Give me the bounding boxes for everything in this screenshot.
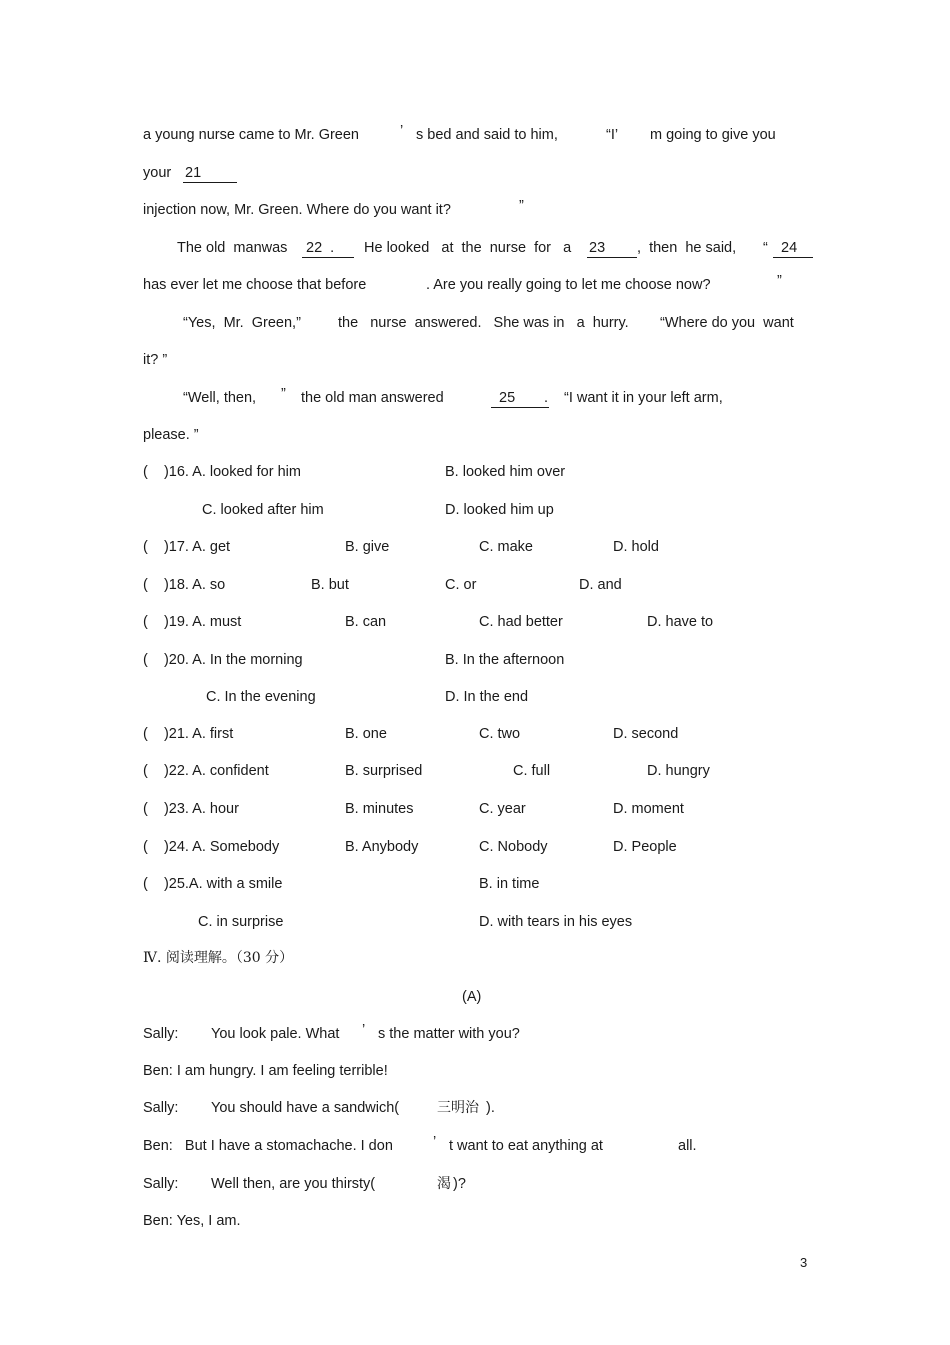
question-16: ( )16. A. looked for him [143,464,301,480]
option-25d: D. with tears in his eyes [479,914,633,930]
option-20d: D. In the end [445,689,529,705]
option-23b: B. minutes [345,801,414,817]
dialogue-apostrophe: ’ [433,1134,437,1150]
passage-line-2: your [143,165,172,181]
option-21d: D. second [613,726,679,742]
option-23d: D. moment [613,801,684,817]
dialogue-apostrophe: ’ [362,1022,366,1038]
option-20c: C. In the evening [206,689,316,705]
dialogue-line-6: Ben: Yes, I am. [143,1213,241,1229]
dialogue-line-4a: Ben: But I have a stomachache. I don [143,1138,393,1154]
dialogue-line-3c: ). [486,1100,495,1116]
question-23: ( )23. A. hour [143,801,239,817]
passage-line-3: injection now, Mr. Green. Where do you want it? [143,202,451,218]
option-19b: B. can [345,614,387,630]
option-17d: D. hold [613,539,659,555]
passage-line-1a: a young nurse came to Mr. Green [143,127,359,143]
passage-quote-open: “I’ [606,127,619,143]
option-17b: B. give [345,539,390,555]
blank-24: 24 [773,239,813,258]
option-18d: D. and [579,577,622,593]
option-17c: C. make [479,539,533,555]
page-number: 3 [800,1255,808,1270]
passage-quote-close-3: ” [281,386,286,402]
passage-line-1c: s bed and said to him, [416,127,558,143]
section-heading: Ⅳ. 阅读理解。（30 分） [143,950,294,966]
option-22b: B. surprised [345,763,423,779]
blank-25: 25 [491,389,549,408]
dialogue-gloss-sandwich: 三明治 [437,1100,479,1116]
blank-23: 23 [587,239,637,258]
option-25b: B. in time [479,876,540,892]
passage-line-8a: “Well, then, [183,390,257,406]
question-18: ( )18. A. so [143,577,226,593]
blank-22: 22 . [302,239,354,258]
passage-quote-open-2: “ [763,240,768,256]
passage-period: . [544,390,549,406]
dialogue-speaker: Sally: [143,1026,179,1042]
passage-line-4a: The old manwas [177,240,288,256]
dialogue-speaker: Sally: [143,1100,179,1116]
option-24c: C. Nobody [479,839,548,855]
question-24: ( )24. A. Somebody [143,839,280,855]
option-21b: B. one [345,726,387,742]
passage-apostrophe: ’ [400,123,404,139]
dialogue-line-4c: all. [678,1138,697,1154]
question-21: ( )21. A. first [143,726,234,742]
option-24d: D. People [613,839,677,855]
passage-line-6c: “Where do you want [660,315,794,331]
option-22c: C. full [513,763,551,779]
passage-line-6a: “Yes, Mr. Green,” [183,315,301,331]
option-20b: B. In the afternoon [445,652,565,668]
option-16b: B. looked him over [445,464,566,480]
option-19c: C. had better [479,614,563,630]
passage-line-9: please. ” [143,427,199,443]
dialogue-line-2: Ben: I am hungry. I am feeling terrible! [143,1063,388,1079]
passage-quote-close: ” [519,198,524,214]
passage-line-4c: , then he said, [637,240,737,256]
passage-line-6b: the nurse answered. She was in a hurry. [338,315,629,331]
dialogue-line-5a: Well then, are you thirsty( [211,1176,376,1192]
option-22d: D. hungry [647,763,710,779]
passage-quote-close-2: ” [777,273,782,289]
dialogue-line-3a: You should have a sandwich( [211,1100,400,1116]
dialogue-line-1b: s the matter with you? [378,1026,520,1042]
question-19: ( )19. A. must [143,614,242,630]
dialogue-line-5c: )? [453,1176,466,1192]
dialogue-line-1a: You look pale. What [211,1026,340,1042]
passage-line-5a: has ever let me choose that before [143,277,367,293]
option-18b: B. but [311,577,349,593]
option-16d: D. looked him up [445,502,554,518]
part-label: (A) [462,989,482,1005]
passage-line-4b: He looked at the nurse for a [364,240,572,256]
option-23c: C. year [479,801,526,817]
blank-21: 21 [183,164,237,183]
option-24b: B. Anybody [345,839,419,855]
option-18c: C. or [445,577,477,593]
question-25: ( )25.A. with a smile [143,876,283,892]
dialogue-line-4b: t want to eat anything at [449,1138,603,1154]
passage-line-5b: . Are you really going to let me choose now? [426,277,711,293]
question-17: ( )17. A. get [143,539,231,555]
passage-line-8c: the old man answered [301,390,444,406]
option-16c: C. looked after him [202,502,324,518]
dialogue-speaker: Sally: [143,1176,179,1192]
passage-line-7: it? ” [143,352,168,368]
question-22: ( )22. A. confident [143,763,269,779]
passage-line-1e: m going to give you [650,127,776,143]
option-21c: C. two [479,726,521,742]
passage-line-8e: “I want it in your left arm, [564,390,723,406]
option-25c: C. in surprise [198,914,284,930]
dialogue-gloss-thirsty: 渴 [437,1176,451,1192]
option-19d: D. have to [647,614,714,630]
question-20: ( )20. A. In the morning [143,652,303,668]
